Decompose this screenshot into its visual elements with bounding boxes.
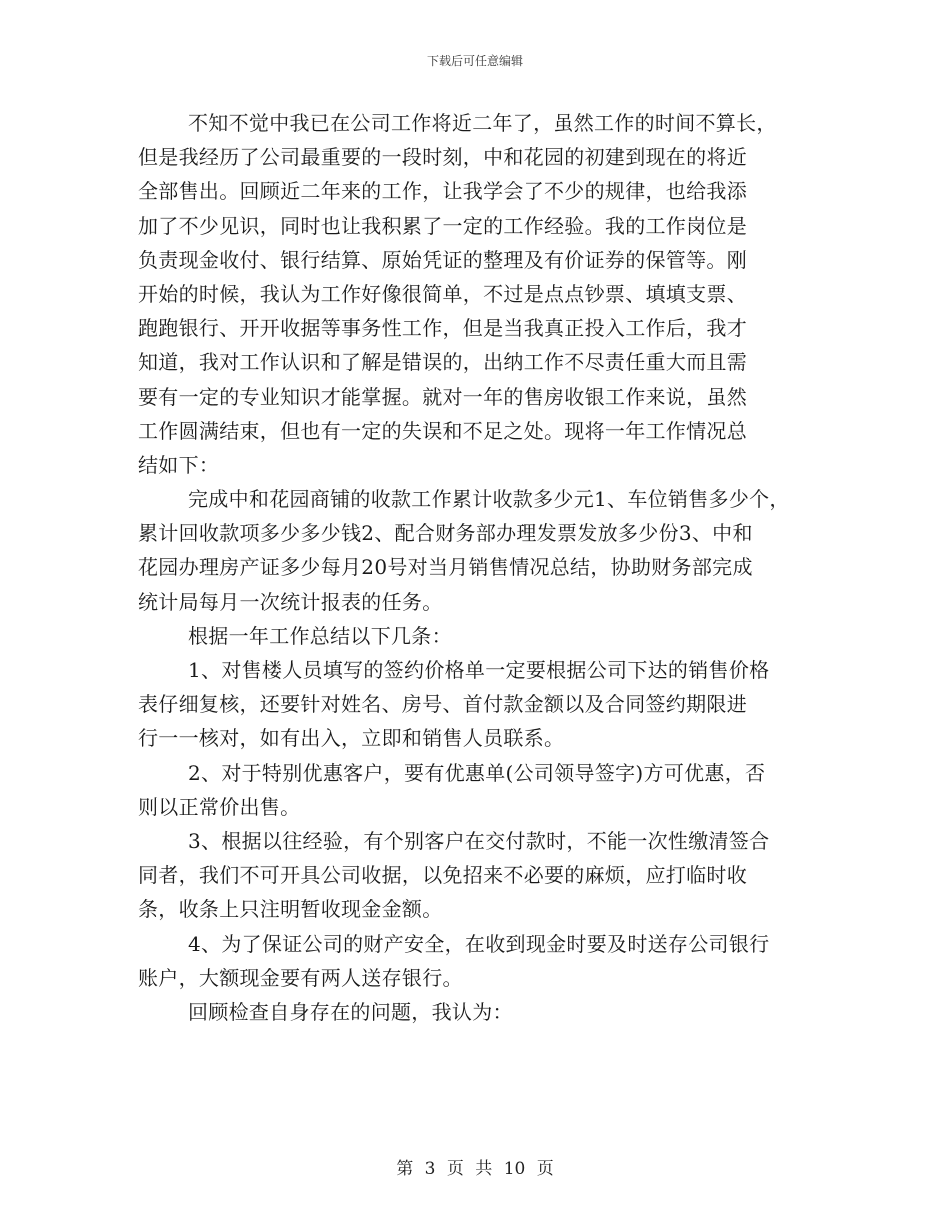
list-item-line: 2、对于特别优惠客户，要有优惠单(公司领导签字)方可优惠，否 bbox=[188, 760, 766, 785]
page-number-footer: 第 3 页 共 10 页 bbox=[396, 1159, 554, 1179]
list-item-line: 4、为了保证公司的财产安全，在收到现金时要及时送存公司银行 bbox=[188, 931, 770, 956]
page-header: 下载后可任意编辑 bbox=[426, 54, 523, 68]
paragraph-line: 工作圆满结束，但也有一定的失误和不足之处。现将一年工作情况总 bbox=[138, 418, 747, 443]
list-item-line: 行一一核对，如有出入，立即和销售人员联系。 bbox=[138, 726, 565, 751]
paragraph-line: 完成中和花园商铺的收款工作累计收款多少元1、车位销售多少个， bbox=[188, 487, 790, 512]
paragraph-line: 知道，我对工作认识和了解是错误的，出纳工作不尽责任重大而且需 bbox=[138, 350, 747, 375]
paragraph-line: 负责现金收付、银行结算、原始凭证的整理及有价证券的保管等。刚 bbox=[138, 247, 747, 272]
paragraph-line: 要有一定的专业知识才能掌握。就对一年的售房收银工作来说，虽然 bbox=[138, 384, 747, 409]
paragraph-line: 全部售出。回顾近二年来的工作，让我学会了不少的规律，也给我添 bbox=[138, 179, 747, 204]
list-item-line: 表仔细复核，还要针对姓名、房号、首付款金额以及合同签约期限进 bbox=[138, 692, 747, 717]
document-body bbox=[138, 106, 828, 1029]
paragraph-line: 开始的时候，我认为工作好像很简单，不过是点点钞票、填填支票、 bbox=[138, 281, 747, 306]
paragraph-line: 统计局每月一次统计报表的任务。 bbox=[138, 589, 443, 614]
paragraph-line: 累计回收款项多少多少钱2、配合财务部办理发票发放多少份3、中和 bbox=[138, 521, 753, 546]
paragraph-line: 回顾检查自身存在的问题，我认为： bbox=[188, 999, 513, 1024]
paragraph-line: 加了不少见识，同时也让我积累了一定的工作经验。我的工作岗位是 bbox=[138, 213, 747, 238]
list-item-line: 1、对售楼人员填写的签约价格单一定要根据公司下达的销售价格 bbox=[188, 658, 770, 682]
list-item-line: 条，收条上只注明暂收现金金额。 bbox=[138, 897, 443, 922]
paragraph-line: 但是我经历了公司最重要的一段时刻，中和花园的初建到现在的将近 bbox=[138, 145, 747, 170]
paragraph-line: 根据一年工作总结以下几条： bbox=[188, 623, 452, 648]
list-item-line: 账户，大额现金要有两人送存银行。 bbox=[138, 965, 463, 990]
list-item-line: 同者，我们不可开具公司收据，以免招来不必要的麻烦，应打临时收 bbox=[138, 863, 747, 888]
list-item-line: 3、根据以往经验，有个别客户在交付款时，不能一次性缴清签合 bbox=[188, 828, 770, 853]
list-item-line: 则以正常价出售。 bbox=[138, 794, 301, 819]
paragraph-line: 跑跑银行、开开收据等事务性工作，但是当我真正投入工作后，我才 bbox=[138, 316, 747, 341]
paragraph-line: 结如下： bbox=[138, 452, 220, 477]
paragraph-line: 花园办理房产证多少每月20号对当月销售情况总结，协助财务部完成 bbox=[138, 555, 753, 580]
paragraph-line: 不知不觉中我已在公司工作将近二年了，虽然工作的时间不算长， bbox=[188, 111, 777, 135]
